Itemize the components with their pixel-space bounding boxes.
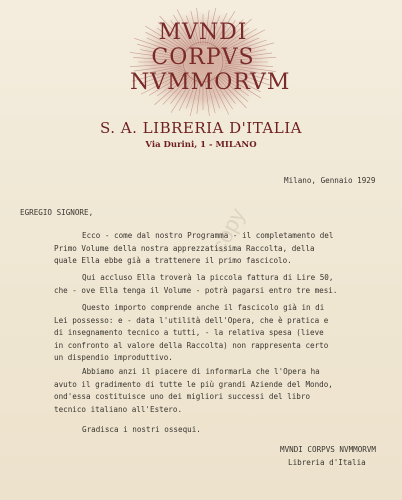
paragraph-line: ond'essa costituisce uno dei migliori successi del libro [54, 392, 311, 402]
logo-emblem [130, 8, 291, 116]
company-name: S. A. LIBRERIA D'ITALIA [100, 119, 302, 137]
salutation: EGREGIO SIGNORE, [20, 208, 94, 217]
letter-date: Milano, Gennaio 1929 [284, 176, 376, 185]
paragraph-line: Qui accluso Ella troverà la piccola fattura di Lire 50, [82, 273, 334, 282]
logo-text-mundi: MVNDI [158, 20, 248, 45]
paragraph-5 [54, 424, 384, 437]
paragraph-line: Primo Volume della nostra apprezzatissima Raccolta, della [54, 243, 315, 253]
paragraph-line: un dispendio improduttivo. [54, 353, 173, 363]
paragraph-line: Ecco - come dal nostro Programma - il completamento del [82, 231, 334, 240]
paragraph-line: Lei possesso: e - data l'utilità dell'Opera, che è pratica e [54, 315, 329, 325]
watermark-text: copy [206, 203, 250, 257]
paragraph-3 [54, 302, 384, 365]
paragraph-line: di insegnamento tecnico a tutti, - la relativa spesa (lieve [54, 328, 324, 338]
logo-text-nummorum: NVMMORVM [130, 70, 291, 95]
paragraph-line: quale Ella ebbe già a trattenere il primo fascicolo. [54, 256, 292, 266]
paragraph-line: Abbiamo anzi il piacere di informarLa che l'Opera ha [82, 367, 320, 376]
paragraph-line: avuto il gradimento di tutte le più grandi Aziende del Mondo, [54, 379, 333, 389]
paragraph-line: tecnico italiano all'Estero. [54, 404, 183, 414]
signature-line: MVNDI CORPVS NVMMORVM [280, 445, 377, 454]
paragraph-line: in confronto al valore della Raccolta) non rappresenta certo [54, 340, 329, 350]
paragraph-4 [54, 366, 384, 416]
paragraph-line: Gradisca i nostri ossequi. [82, 425, 201, 434]
signature-line: Libreria d'Italia [288, 457, 366, 467]
paragraph-2 [54, 272, 384, 297]
logo-text-corpus: CORPVS [151, 45, 255, 70]
signature-block [280, 444, 376, 469]
paragraph-line: Questo importo comprende anche il fascicolo già in di [82, 303, 325, 312]
company-address: Via Durini, 1 - MILANO [145, 140, 257, 150]
paragraph-line: che - ove Ella tenga il Volume - potrà pagarsi entro tre mesi. [54, 285, 338, 295]
